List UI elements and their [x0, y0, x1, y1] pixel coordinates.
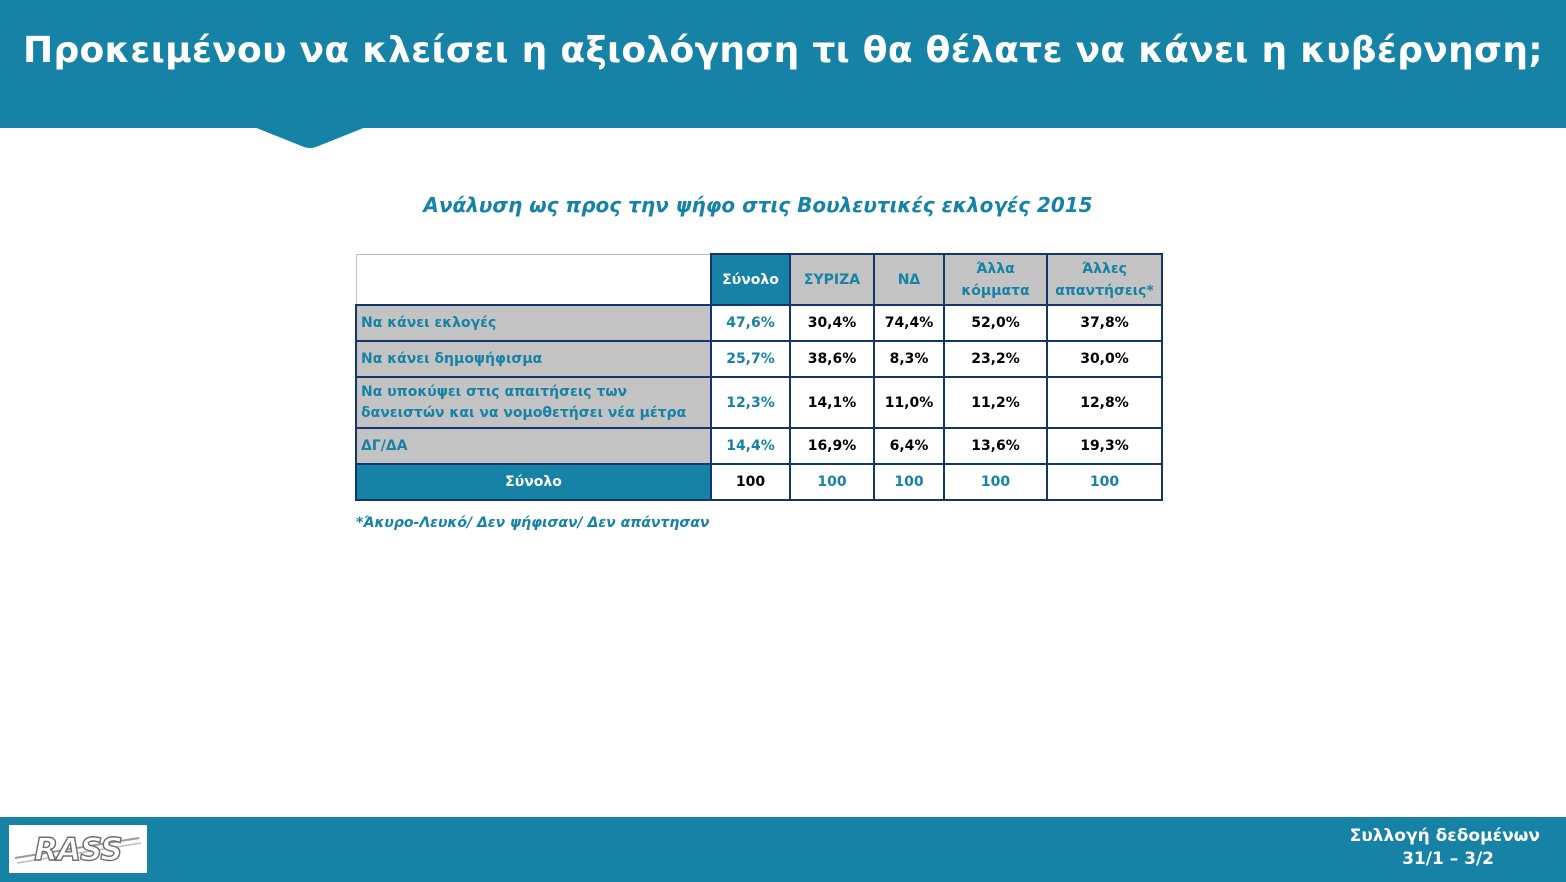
value-cell: 14,1% [790, 377, 874, 428]
value-cell: 6,4% [874, 428, 944, 464]
value-cell-total: 14,4% [711, 428, 790, 464]
value-cell: 11,0% [874, 377, 944, 428]
total-cell: 100 [1047, 464, 1162, 500]
value-cell: 37,8% [1047, 305, 1162, 341]
results-table [355, 253, 1163, 501]
total-cell: 100 [711, 464, 790, 500]
value-cell: 16,9% [790, 428, 874, 464]
table-row [356, 377, 1162, 428]
col-header-line: Άλλες [1082, 260, 1127, 277]
rass-logo-text: RASS [34, 832, 122, 868]
table-header-row [356, 254, 1162, 305]
value-cell-total: 12,3% [711, 377, 790, 428]
col-header-line: απαντήσεις* [1055, 282, 1154, 299]
value-cell: 52,0% [944, 305, 1047, 341]
row-label-referendum: Να κάνει δημοψήφισμα [356, 341, 711, 377]
col-header-line: ΝΔ [897, 271, 921, 288]
col-header-syriza [790, 254, 874, 305]
table-row [356, 341, 1162, 377]
col-header-other-parties [944, 254, 1047, 305]
col-header-line: ΣΥΡΙΖΑ [803, 271, 861, 288]
row-label-elections: Να κάνει εκλογές [356, 305, 711, 341]
value-cell: 30,0% [1047, 341, 1162, 377]
footer-dates: 31/1 – 3/2 [1402, 849, 1494, 869]
col-header-line: Σύνολο [722, 271, 779, 288]
col-header-other-answers [1047, 254, 1162, 305]
table-footnote: *Άκυρο-Λευκό/ Δεν ψήφισαν/ Δεν απάντησαν [356, 515, 710, 531]
row-label-dk-na: ΔΓ/ΔΑ [356, 428, 711, 464]
value-cell: 8,3% [874, 341, 944, 377]
col-header-nd [874, 254, 944, 305]
value-cell: 19,3% [1047, 428, 1162, 464]
value-cell-total: 25,7% [711, 341, 790, 377]
row-label-concede-to-lenders [356, 377, 711, 428]
value-cell: 38,6% [790, 341, 874, 377]
table-row [356, 428, 1162, 464]
table-row [356, 305, 1162, 341]
col-header-line: κόμματα [961, 282, 1030, 299]
value-cell: 11,2% [944, 377, 1047, 428]
table-subtitle: Ανάλυση ως προς την ψήφο στις Βουλευτικές εκλογές 2015 [423, 193, 1093, 217]
footer-data-collection-label: Συλλογή δεδομένων [1349, 826, 1540, 846]
page-title: Προκειμένου να κλείσει η αξιολόγηση τι θα θέλατε να κάνει η κυβέρνηση; [23, 30, 1543, 71]
col-header-total [711, 254, 790, 305]
header-notch [254, 127, 366, 149]
header-blank-cell [356, 254, 711, 305]
row-label-line: δανειστών και να νομοθετήσει νέα μέτρα [361, 404, 687, 421]
value-cell: 23,2% [944, 341, 1047, 377]
rass-logo-mark [9, 825, 147, 873]
rass-logo [9, 825, 147, 873]
value-cell: 30,4% [790, 305, 874, 341]
value-cell-total: 47,6% [711, 305, 790, 341]
value-cell: 13,6% [944, 428, 1047, 464]
total-cell: 100 [874, 464, 944, 500]
total-row-label: Σύνολο [356, 464, 711, 500]
value-cell: 74,4% [874, 305, 944, 341]
value-cell: 12,8% [1047, 377, 1162, 428]
table-total-row [356, 464, 1162, 500]
total-cell: 100 [790, 464, 874, 500]
col-header-line: Άλλα [976, 260, 1015, 277]
total-cell: 100 [944, 464, 1047, 500]
row-label-line: Να υποκύψει στις απαιτήσεις των [361, 383, 628, 400]
